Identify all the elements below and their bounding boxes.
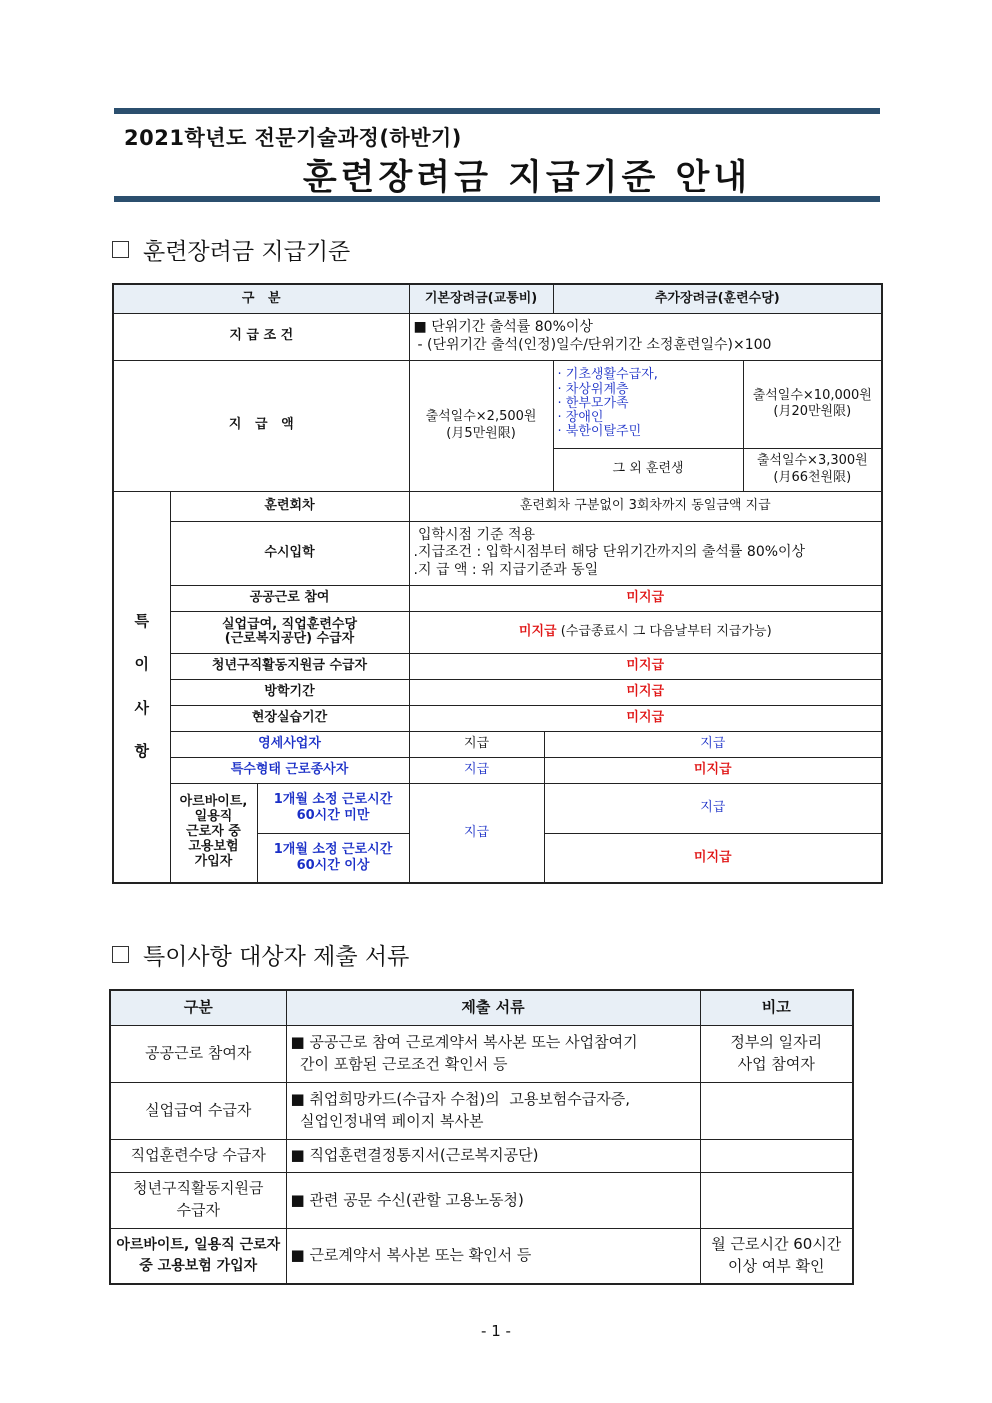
category-line: 수급자 (176, 1201, 220, 1219)
parttime-sub-line: 1개월 소정 근로시간 (273, 841, 393, 857)
doc-row-docs: ■ 근로계약서 복사본 또는 확인서 등 (286, 1228, 700, 1284)
criteria-table (112, 283, 883, 884)
parttime-label-line: 가입자 (194, 854, 233, 870)
special-row-basic: 지급 (409, 731, 544, 757)
special-label-char: 이 (134, 655, 149, 674)
special-row-value: 미지급 (409, 585, 882, 611)
special-row-label: 현장실습기간 (170, 705, 409, 731)
special-row-label: 훈련회차 (170, 491, 409, 521)
title-subtitle: 2021학년도 전문기술과정(하반기) (124, 126, 462, 150)
doc-row-docs: ■ 직업훈련결정통지서(근로복지공단) (286, 1139, 700, 1172)
eligible-group: · 기초생활수급자, (557, 367, 658, 383)
parttime-sub-line: 60시간 이상 (296, 857, 370, 873)
category-line: 청년구직활동지원금 (133, 1179, 264, 1198)
header-category: 구 분 (113, 284, 409, 313)
condition-label: 지 급 조 건 (113, 313, 409, 360)
parttime-sub-line: 60시간 미만 (296, 808, 370, 823)
parttime-label-line: 근로자 중 (186, 824, 241, 840)
category-line: 중 고용보험 가입자 (139, 1257, 258, 1274)
page-number: - 1 - (481, 1322, 511, 1340)
parttime-label (170, 783, 257, 883)
special-row-value: 미지급 (409, 705, 882, 731)
parttime-label-line: 일용직 (194, 809, 233, 825)
special-label-char: 사 (134, 698, 149, 717)
parttime-basic: 지급 (409, 783, 544, 883)
doc-line: 실업인정내역 페이지 복사본 (290, 1111, 484, 1130)
doc-row-docs (286, 1082, 700, 1139)
doc-row-note (700, 1082, 853, 1139)
special-row-label-line: (근로복지공단) 수급자 (224, 631, 355, 646)
parttime-extra-over-60: 미지급 (544, 833, 882, 883)
special-label (113, 491, 170, 883)
special-row-label: 수시입학 (170, 521, 409, 585)
eligible-group: · 장애인 (557, 410, 604, 426)
page-title: 훈련장려금 지급기준 안내 (302, 158, 752, 198)
basic-amount-line-1: 출석일수×2,500원 (425, 409, 537, 425)
others-label: 그 외 훈련생 (553, 448, 743, 491)
doc-row-note (700, 1139, 853, 1172)
parttime-sub-line: 1개월 소정 근로시간 (273, 791, 393, 807)
condition-line-2: - (단위기간 출석(인정)일수/단위기간 소정훈련일수)×100 (417, 336, 772, 353)
documents-table (109, 989, 854, 1285)
basic-amount (409, 360, 553, 491)
parttime-over-60 (257, 833, 409, 883)
special-row-line: .지급조건 : 입학시점부터 해당 단위기간까지의 출석률 80%이상 (413, 544, 806, 561)
eligible-amount-line-1: 출석일수×10,000원 (752, 387, 872, 403)
doc-row-category: 실업급여 수급자 (110, 1082, 286, 1139)
note-line: 정부의 일자리 (730, 1032, 823, 1051)
special-row-line: .지 급 액 : 위 지급기준과 동일 (413, 561, 599, 578)
eligible-amount (743, 360, 882, 448)
special-row-label: 방학기간 (170, 679, 409, 705)
doc-row-docs: ■ 관련 공문 수신(관할 고용노동청) (286, 1172, 700, 1228)
special-label-char: 항 (134, 742, 149, 761)
eligible-group: · 북한이탈주민 (557, 424, 642, 440)
eligible-group: · 차상위계층 (557, 381, 629, 397)
basic-amount-line-2: (月5만원限) (446, 425, 516, 441)
section-heading-criteria (112, 233, 350, 266)
doc-row-category (110, 1228, 286, 1284)
title-box (114, 108, 880, 202)
doc-row-note (700, 1025, 853, 1082)
special-row-extra: 미지급 (544, 757, 882, 783)
special-row-label (170, 611, 409, 653)
amount-label: 지 급 액 (113, 360, 409, 491)
special-row-label-line: 실업급여, 직업훈련수당 (221, 617, 358, 633)
header-note: 비고 (700, 990, 853, 1025)
eligible-group: · 한부모가족 (557, 395, 629, 411)
special-row-value (409, 521, 882, 585)
special-row-label: 청년구직활동지원금 수급자 (170, 653, 409, 679)
checkbox-square-icon (112, 946, 129, 963)
special-row-label: 영세사업자 (170, 731, 409, 757)
note-line: 이상 여부 확인 (728, 1256, 825, 1275)
parttime-extra-under-60: 지급 (544, 783, 882, 833)
note-line: 월 근로시간 60시간 (711, 1235, 842, 1253)
header-docs: 제출 서류 (286, 990, 700, 1025)
parttime-label-line: 고용보험 (188, 839, 239, 855)
special-row-value-note: (수급종료시 그 다음날부터 지급가능) (556, 623, 772, 639)
header-category: 구분 (110, 990, 286, 1025)
condition-line-1: ■ 단위기간 출석률 80%이상 (413, 319, 593, 335)
special-row-extra: 지급 (544, 731, 882, 757)
doc-row-category (110, 1172, 286, 1228)
others-amount-line-2: (月66천원限) (773, 469, 852, 485)
special-row-label: 특수형태 근로종사자 (170, 757, 409, 783)
checkbox-square-icon (112, 241, 129, 258)
doc-row-category: 공공근로 참여자 (110, 1025, 286, 1082)
doc-line: ■ 취업희망카드(수급자 수첩)의 고용보험수급자증, (290, 1089, 631, 1108)
special-label-char: 특 (134, 611, 149, 630)
header-extra: 추가장려금(훈련수당) (553, 284, 882, 313)
doc-row-category: 직업훈련수당 수급자 (110, 1139, 286, 1172)
others-amount (743, 448, 882, 491)
special-row-line: 입학시점 기준 적용 (413, 526, 536, 543)
section-heading-text: 특이사항 대상자 제출 서류 (143, 944, 410, 970)
section-heading-text: 훈련장려금 지급기준 (143, 239, 351, 265)
special-row-value-red: 미지급 (518, 623, 557, 639)
special-row-value: 미지급 (409, 653, 882, 679)
category-line: 아르바이트, 일용직 근로자 (116, 1237, 281, 1254)
doc-line: 간이 포함된 근로조건 확인서 등 (290, 1054, 508, 1073)
parttime-under-60 (257, 783, 409, 833)
header-basic: 기본장려금(교통비) (409, 284, 553, 313)
eligible-groups (553, 360, 743, 448)
section-heading-documents (112, 938, 409, 971)
doc-line: ■ 공공근로 참여 근로계약서 복사본 또는 사업참여기 (290, 1032, 638, 1051)
others-amount-line-1: 출석일수×3,300원 (756, 453, 868, 469)
note-line: 사업 참여자 (737, 1054, 815, 1073)
doc-row-note (700, 1172, 853, 1228)
special-row-value: 미지급 (409, 679, 882, 705)
eligible-amount-line-2: (月20만원限) (773, 404, 852, 419)
doc-row-docs (286, 1025, 700, 1082)
special-row-label: 공공근로 참여 (170, 585, 409, 611)
condition-value (409, 313, 882, 360)
special-row-basic: 지급 (409, 757, 544, 783)
special-row-value (409, 611, 882, 653)
special-row-value: 훈련회차 구분없이 3회차까지 동일금액 지급 (409, 491, 882, 521)
doc-row-note (700, 1228, 853, 1284)
parttime-label-line: 아르바이트, (179, 794, 248, 810)
